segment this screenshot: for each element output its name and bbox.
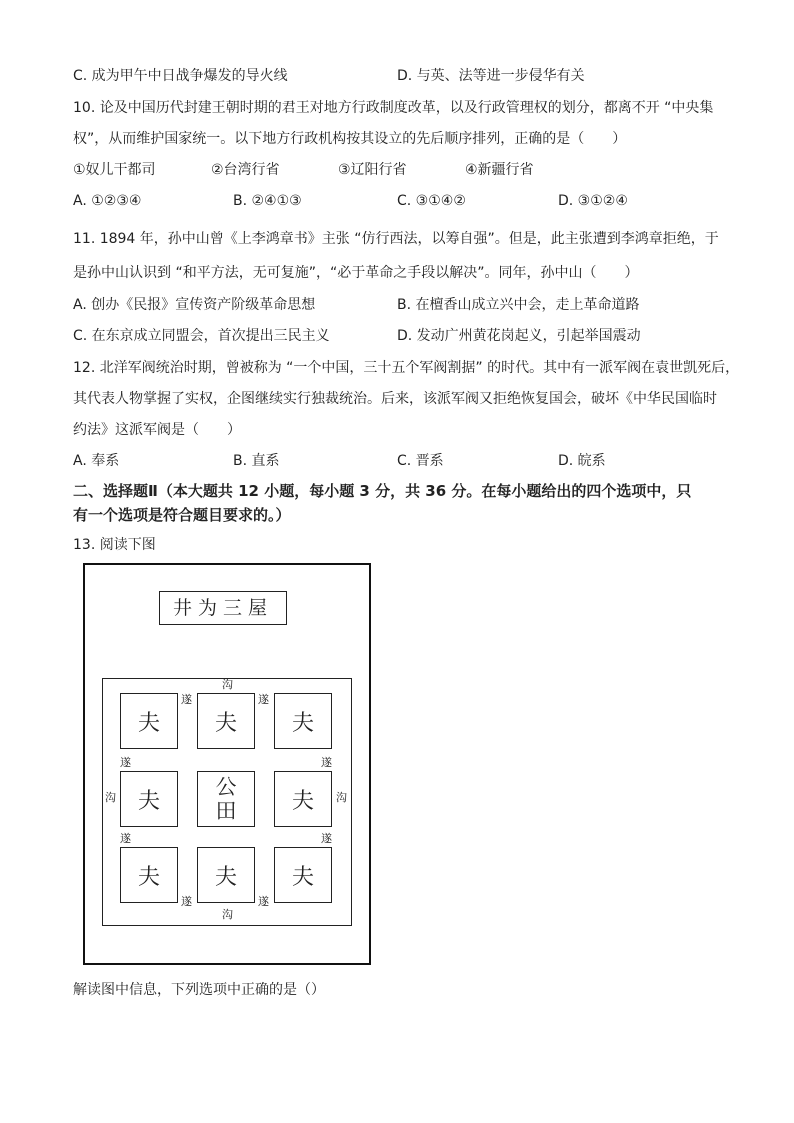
q12-stem-line2: 其代表人物掌握了实权，企图继续实行独裁统治。后来，该派军阀又拒绝恢复国会，破坏《中华民国临时	[73, 391, 717, 407]
field-cell-middle-left: 夫	[120, 771, 178, 827]
channel-label-top-left: 遂	[181, 693, 192, 706]
field-cell-bottom-right: 夫	[274, 847, 332, 903]
well-field-diagram	[83, 563, 371, 965]
channel-label-bottom-right: 遂	[258, 895, 269, 908]
section2-heading-line2: 有一个选项是符合题目要求的。）	[73, 506, 291, 524]
q13-question: 解读图中信息，下列选项中正确的是（）	[73, 982, 325, 998]
q12-stem-line1: 12. 北洋军阀统治时期，曾被称为 “一个中国，三十五个军阀割据” 的时代。其中有一派军阀在袁世凯死后，	[73, 360, 740, 376]
channel-label-top-right: 遂	[258, 693, 269, 706]
field-cell-bottom-center: 夫	[197, 847, 255, 903]
field-cell-top-center: 夫	[197, 693, 255, 749]
q12-option-b: B. 直系	[233, 453, 280, 469]
q10-option-d: D. ③①②④	[558, 193, 628, 209]
q11-option-a: A. 创办《民报》宣传资产阶级革命思想	[73, 297, 316, 313]
field-cell-middle-right: 夫	[274, 771, 332, 827]
q9-option-c: C. 成为甲午中日战争爆发的导火线	[73, 68, 288, 84]
q11-option-b: B. 在檀香山成立兴中会，走上革命道路	[397, 297, 640, 313]
q10-stem-line2: 权”，从而维护国家统一。以下地方行政机构按其设立的先后顺序排列，正确的是（ ）	[73, 131, 627, 147]
q10-item-4: ④新疆行省	[465, 162, 534, 178]
q11-stem-line1: 11. 1894 年，孙中山曾《上李鸿章书》主张 “仿行西法，以筹自强”。但是，此主张遭到李鸿章拒绝，于	[73, 231, 719, 247]
diagram-title: 井为三屋	[159, 591, 287, 625]
public-field-cell	[197, 771, 255, 827]
channel-label-lower-right: 遂	[321, 832, 332, 845]
section2-heading-line1: 二、选择题Ⅱ（本大题共 12 小题，每小题 3 分，共 36 分。在每小题给出的四个选项中，只	[73, 482, 692, 500]
q12-option-d: D. 皖系	[558, 453, 606, 469]
q11-option-c: C. 在东京成立同盟会，首次提出三民主义	[73, 328, 330, 344]
q9-option-d: D. 与英、法等进一步侵华有关	[397, 68, 585, 84]
channel-label-upper-left: 遂	[120, 756, 131, 769]
q10-option-a: A. ①②③④	[73, 193, 142, 209]
public-field-char-2: 田	[215, 799, 237, 823]
q11-stem-line2: 是孙中山认识到 “和平方法，无可复施”，“必于革命之手段以解决”。同年，孙中山（ ）	[73, 265, 639, 281]
ditch-label-bottom: 沟	[222, 908, 233, 921]
q10-item-3: ③辽阳行省	[338, 162, 407, 178]
q12-option-a: A. 奉系	[73, 453, 120, 469]
public-field-char-1: 公	[215, 775, 237, 799]
ditch-label-top: 沟	[222, 678, 233, 691]
q10-option-c: C. ③①④②	[397, 193, 466, 209]
q12-stem-line3: 约法》这派军阀是（ ）	[73, 422, 241, 438]
q10-option-b: B. ②④①③	[233, 193, 302, 209]
q10-item-2: ②台湾行省	[211, 162, 280, 178]
q10-item-1: ①奴儿干都司	[73, 162, 156, 178]
ditch-label-left: 沟	[105, 791, 116, 804]
q11-option-d: D. 发动广州黄花岗起义，引起举国震动	[397, 328, 641, 344]
ditch-label-right: 沟	[336, 791, 347, 804]
q13-stem: 13. 阅读下图	[73, 537, 156, 553]
q12-option-c: C. 晋系	[397, 453, 444, 469]
field-cell-top-right: 夫	[274, 693, 332, 749]
channel-label-bottom-left: 遂	[181, 895, 192, 908]
field-cell-bottom-left: 夫	[120, 847, 178, 903]
field-cell-top-left: 夫	[120, 693, 178, 749]
channel-label-lower-left: 遂	[120, 832, 131, 845]
q10-stem-line1: 10. 论及中国历代封建王朝时期的君王对地方行政制度改革，以及行政管理权的划分，都离不开 “中央集	[73, 100, 714, 116]
channel-label-upper-right: 遂	[321, 756, 332, 769]
